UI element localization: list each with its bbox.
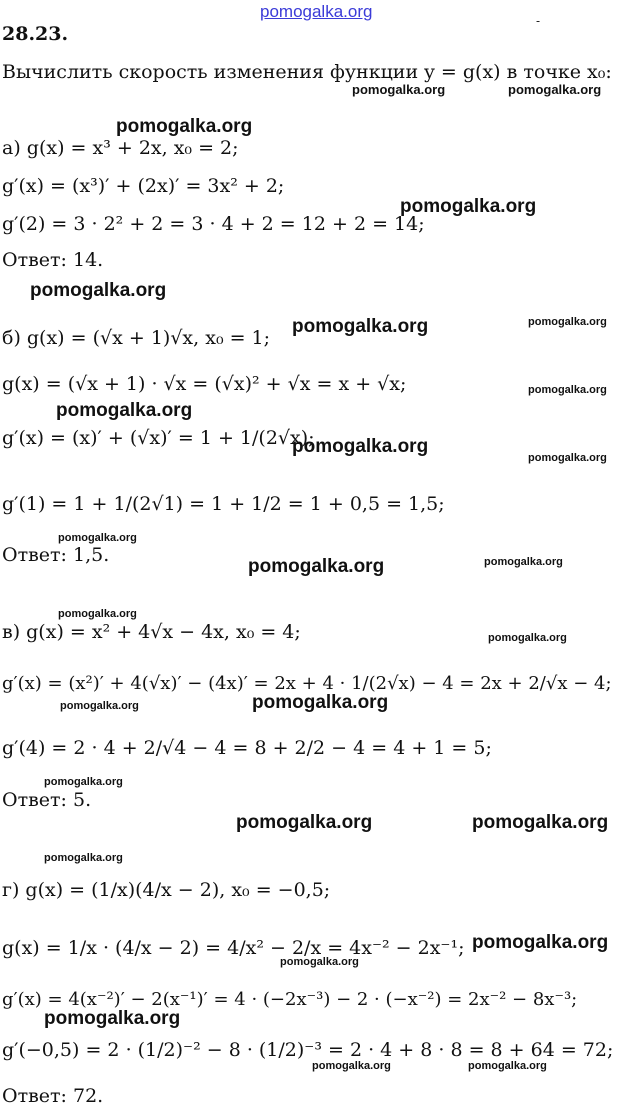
part-b-line-2: g(x) = (√x + 1) · √x = (√x)² + √x = x + √x;: [2, 373, 407, 395]
watermark: pomogalka.org: [484, 556, 563, 568]
watermark: pomogalka.org: [472, 812, 609, 833]
watermark: pomogalka.org: [312, 1060, 391, 1072]
part-d-line-3: g′(x) = 4(x⁻²)′ − 2(x⁻¹)′ = 4 · (−2x⁻³) − 2 · (−x⁻²) = 2x⁻² − 8x⁻³;: [2, 989, 578, 1010]
site-link[interactable]: pomogalka.org: [260, 2, 373, 21]
watermark: pomogalka.org: [116, 116, 253, 137]
watermark: pomogalka.org: [508, 82, 602, 97]
part-a-line-1: а) g(x) = x³ + 2x, x₀ = 2;: [2, 137, 239, 159]
watermark: pomogalka.org: [292, 436, 429, 457]
part-c-line-2: g′(x) = (x²)′ + 4(√x)′ − (4x)′ = 2x + 4 · 1/(2√x) − 4 = 2x + 2/√x − 4;: [2, 673, 612, 694]
watermark: pomogalka.org: [528, 384, 607, 396]
part-d-line-4: g′(−0,5) = 2 · (1/2)⁻² − 8 · (1/2)⁻³ = 2 · 4 + 8 · 8 = 8 + 64 = 72;: [2, 1039, 614, 1061]
dash-mark: -: [536, 14, 541, 28]
watermark: pomogalka.org: [44, 776, 123, 788]
watermark: pomogalka.org: [472, 932, 609, 953]
part-c-line-1: в) g(x) = x² + 4√x − 4x, x₀ = 4;: [2, 621, 301, 643]
watermark: pomogalka.org: [252, 692, 389, 713]
watermark: pomogalka.org: [292, 316, 429, 337]
part-a-line-2: g′(x) = (x³)′ + (2x)′ = 3x² + 2;: [2, 175, 285, 197]
watermark: pomogalka.org: [488, 632, 567, 644]
watermark: pomogalka.org: [44, 852, 123, 864]
watermark: pomogalka.org: [528, 316, 607, 328]
watermark: pomogalka.org: [528, 452, 607, 464]
watermark: pomogalka.org: [30, 280, 167, 301]
part-c-line-3: g′(4) = 2 · 4 + 2/√4 − 4 = 8 + 2/2 − 4 = 4 + 1 = 5;: [2, 737, 492, 759]
part-a-line-3: g′(2) = 3 · 2² + 2 = 3 · 4 + 2 = 12 + 2 = 14;: [2, 213, 425, 235]
part-d-line-2: g(x) = 1/x · (4/x − 2) = 4/x² − 2/x = 4x⁻² − 2x⁻¹;: [2, 937, 465, 959]
watermark: pomogalka.org: [352, 82, 446, 97]
watermark: pomogalka.org: [400, 196, 537, 217]
watermark: pomogalka.org: [468, 1060, 547, 1072]
part-c-answer: Ответ: 5.: [2, 789, 92, 811]
watermark: pomogalka.org: [56, 400, 193, 421]
part-a-answer: Ответ: 14.: [2, 249, 104, 271]
watermark: pomogalka.org: [58, 608, 137, 620]
part-d-line-1: г) g(x) = (1/x)(4/x − 2), x₀ = −0,5;: [2, 879, 331, 901]
part-b-line-4: g′(1) = 1 + 1/(2√1) = 1 + 1/2 = 1 + 0,5 = 1,5;: [2, 493, 445, 515]
part-b-line-3: g′(x) = (x)′ + (√x)′ = 1 + 1/(2√x);: [2, 427, 315, 449]
part-b-answer: Ответ: 1,5.: [2, 544, 110, 566]
watermark: pomogalka.org: [280, 956, 359, 968]
watermark: pomogalka.org: [58, 532, 137, 544]
part-b-line-1: б) g(x) = (√x + 1)√x, x₀ = 1;: [2, 327, 271, 349]
watermark: pomogalka.org: [248, 556, 385, 577]
problem-number: 28.23.: [2, 23, 69, 45]
task-statement: Вычислить скорость изменения функции y = g(x) в точке x₀:: [2, 61, 612, 83]
watermark: pomogalka.org: [236, 812, 373, 833]
watermark: pomogalka.org: [44, 1008, 181, 1029]
watermark: pomogalka.org: [60, 700, 139, 712]
part-d-answer: Ответ: 72.: [2, 1085, 104, 1107]
